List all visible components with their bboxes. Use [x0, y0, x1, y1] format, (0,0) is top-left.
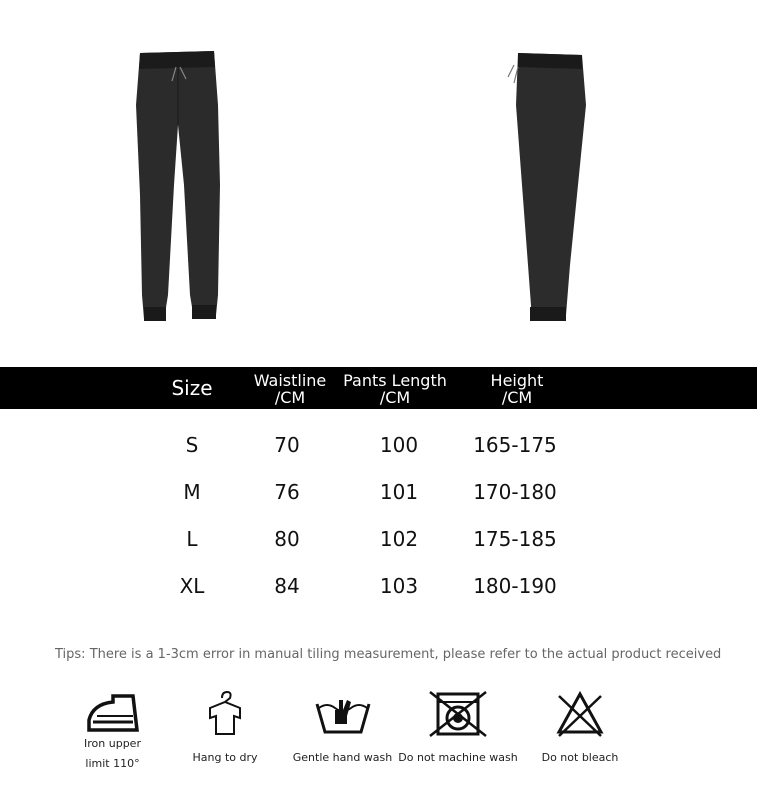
waistline-cell: 80: [274, 527, 300, 551]
hang-dry-icon: [180, 690, 270, 738]
waistline-header-unit: /CM: [274, 388, 306, 407]
height-cell: 170-180: [473, 480, 557, 504]
care-label: Hang to dry: [192, 751, 258, 764]
pants-length-cell: 102: [379, 527, 419, 551]
care-item-no-bleach: [535, 690, 625, 768]
height-cell: 175-185: [473, 527, 557, 551]
size-header: Size: [171, 376, 213, 400]
height-cell: 165-175: [473, 433, 557, 457]
care-label-line2: limit 110°: [85, 757, 140, 770]
height-header-label: Height: [490, 371, 544, 390]
hand-wash-icon: [290, 690, 395, 738]
size-cell: L: [186, 527, 198, 551]
size-cell: S: [185, 433, 199, 457]
height-cell: 180-190: [473, 574, 557, 598]
pants-length-header-unit: /CM: [379, 388, 411, 407]
waistline-header-label: Waistline: [253, 371, 327, 390]
care-item-iron: [70, 690, 155, 774]
waistline-cell: 84: [274, 574, 300, 598]
care-label-line1: Iron upper: [84, 737, 141, 750]
iron-icon: [70, 690, 155, 734]
size-cell: M: [183, 480, 201, 504]
care-label: Do not machine wash: [398, 751, 518, 764]
care-label: Gentle hand wash: [292, 751, 393, 764]
waistline-header: [245, 372, 335, 406]
no-bleach-icon: [535, 690, 625, 738]
care-item-no-machine-wash: [398, 690, 518, 768]
care-item-hang-dry: [180, 690, 270, 768]
pants-side-view: [500, 45, 590, 330]
pants-length-cell: 100: [379, 433, 419, 457]
pants-length-header: [335, 372, 455, 406]
waistline-cell: 70: [274, 433, 300, 457]
pants-front-view: [128, 45, 228, 330]
care-label: Do not bleach: [541, 751, 619, 764]
measurement-tips: Tips: There is a 1-3cm error in manual tiling measurement, please refer to the actual product received: [55, 647, 722, 662]
size-cell: XL: [179, 574, 205, 598]
pants-length-header-label: Pants Length: [343, 371, 447, 390]
height-header-unit: /CM: [501, 388, 533, 407]
pants-length-cell: 103: [379, 574, 419, 598]
waistline-cell: 76: [274, 480, 300, 504]
no-machine-wash-icon: [398, 690, 518, 738]
height-header: [467, 372, 567, 406]
care-item-hand-wash: [290, 690, 395, 768]
pants-length-cell: 101: [379, 480, 419, 504]
